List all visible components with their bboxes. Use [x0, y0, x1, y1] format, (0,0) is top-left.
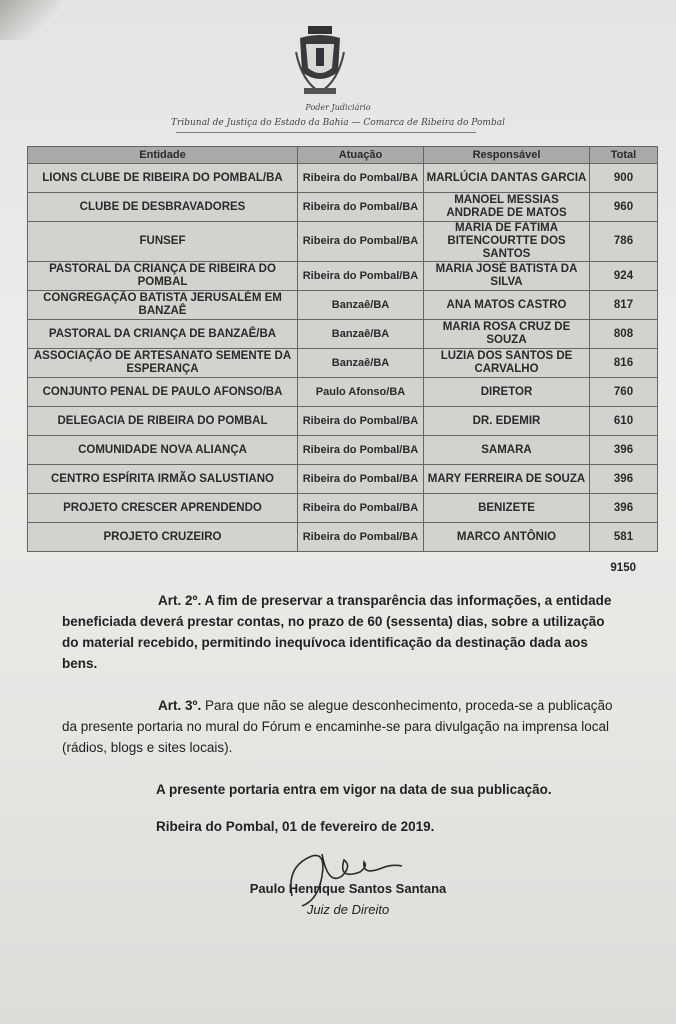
column-header-entidade: Entidade — [28, 147, 298, 164]
table-row — [28, 436, 658, 465]
cell-entidade: COMUNIDADE NOVA ALIANÇA — [28, 436, 298, 465]
cell-total: 396 — [590, 436, 658, 465]
column-header-atuacao: Atuação — [298, 147, 424, 164]
cell-atuacao: Ribeira do Pombal/BA — [298, 193, 424, 222]
page-corner-shadow — [0, 0, 60, 40]
table-row — [28, 164, 658, 193]
cell-responsavel: MANOEL MESSIAS ANDRADE DE MATOS — [424, 193, 590, 222]
cell-entidade: FUNSEF — [28, 222, 298, 262]
cell-responsavel: MARIA DE FÁTIMA BITENCOURTTE DOS SANTOS — [424, 222, 590, 262]
table-row — [28, 349, 658, 378]
table-row — [28, 320, 658, 349]
cell-entidade: CENTRO ESPÍRITA IRMÃO SALUSTIANO — [28, 465, 298, 494]
entities-table — [27, 146, 658, 552]
table-header-row — [28, 147, 658, 164]
cell-atuacao: Ribeira do Pombal/BA — [298, 436, 424, 465]
cell-atuacao: Ribeira do Pombal/BA — [298, 523, 424, 552]
cell-responsavel: MARIA ROSA CRUZ DE SOUZA — [424, 320, 590, 349]
table-row — [28, 262, 658, 291]
cell-total: 760 — [590, 378, 658, 407]
table-row — [28, 378, 658, 407]
cell-atuacao: Ribeira do Pombal/BA — [298, 164, 424, 193]
cell-entidade: CONJUNTO PENAL DE PAULO AFONSO/BA — [28, 378, 298, 407]
cell-total: 816 — [590, 349, 658, 378]
column-header-responsavel: Responsável — [424, 147, 590, 164]
cell-total: 960 — [590, 193, 658, 222]
cell-responsavel: DR. EDEMIR — [424, 407, 590, 436]
cell-atuacao: Banzaê/BA — [298, 320, 424, 349]
signatory-role: Juiz de Direito — [306, 902, 390, 917]
court-line: Tribunal de Justiça do Estado da Bahia — Comarca de Ribeira do Pombal — [171, 118, 505, 128]
article-3-text: Para que não se alegue desconhecimento, proceda-se a publicação da presente portaria no mural do Fórum e encaminhe-se para divulgação na imprensa local (rádios, blogs e sites locais). — [62, 698, 613, 755]
cell-responsavel: MARLÚCIA DANTAS GARCIA — [424, 164, 590, 193]
cell-total: 808 — [590, 320, 658, 349]
table-row — [28, 465, 658, 494]
cell-atuacao: Banzaê/BA — [298, 349, 424, 378]
cell-entidade: CLUBE DE DESBRAVADORES — [28, 193, 298, 222]
cell-entidade: PASTORAL DA CRIANÇA DE BANZAÊ/BA — [28, 320, 298, 349]
cell-responsavel: SAMARA — [424, 436, 590, 465]
cell-entidade: PASTORAL DA CRIANÇA DE RIBEIRA DO POMBAL — [28, 262, 298, 291]
cell-total: 396 — [590, 494, 658, 523]
cell-total: 817 — [590, 291, 658, 320]
cell-total: 924 — [590, 262, 658, 291]
cell-atuacao: Ribeira do Pombal/BA — [298, 494, 424, 523]
article-3-paragraph — [62, 695, 622, 758]
cell-entidade: PROJETO CRUZEIRO — [28, 523, 298, 552]
place-date-line: Ribeira do Pombal, 01 de fevereiro de 2019. — [156, 819, 435, 834]
cell-total: 581 — [590, 523, 658, 552]
article-2-text: Art. 2º. A fim de preservar a transparência das informações, a entidade beneficiada deverá prestar contas, no prazo de 60 (sessenta) dias, sobre a utilização do material recebido, permitindo inequívoca identificação da destinação dada aos bens. — [62, 593, 612, 671]
seal-caption: Poder Judiciário — [305, 103, 371, 112]
cell-atuacao: Ribeira do Pombal/BA — [298, 222, 424, 262]
cell-atuacao: Ribeira do Pombal/BA — [298, 465, 424, 494]
table-row — [28, 407, 658, 436]
cell-atuacao: Ribeira do Pombal/BA — [298, 407, 424, 436]
cell-entidade: ASSOCIAÇÃO DE ARTESANATO SEMENTE DA ESPERANÇA — [28, 349, 298, 378]
table-row — [28, 494, 658, 523]
court-divider — [176, 132, 476, 133]
article-3-label: Art. 3º. — [158, 698, 202, 713]
cell-atuacao: Banzaê/BA — [298, 291, 424, 320]
grand-total: 9150 — [610, 562, 636, 574]
effective-date-statement: A presente portaria entra em vigor na data de sua publicação. — [156, 782, 552, 797]
table-row — [28, 523, 658, 552]
cell-total: 900 — [590, 164, 658, 193]
cell-total: 396 — [590, 465, 658, 494]
cell-responsavel: MARY FERREIRA DE SOUZA — [424, 465, 590, 494]
cell-responsavel: MARCO ANTÔNIO — [424, 523, 590, 552]
cell-responsavel: DIRETOR — [424, 378, 590, 407]
cell-atuacao: Paulo Afonso/BA — [298, 378, 424, 407]
cell-entidade: DELEGACIA DE RIBEIRA DO POMBAL — [28, 407, 298, 436]
article-2-paragraph — [62, 590, 622, 674]
column-header-total: Total — [590, 147, 658, 164]
cell-responsavel: BENIZETE — [424, 494, 590, 523]
table-row — [28, 193, 658, 222]
table-row — [28, 291, 658, 320]
table-row — [28, 222, 658, 262]
coat-of-arms-icon — [294, 22, 346, 100]
cell-entidade: LIONS CLUBE DE RIBEIRA DO POMBAL/BA — [28, 164, 298, 193]
cell-total: 786 — [590, 222, 658, 262]
cell-entidade: PROJETO CRESCER APRENDENDO — [28, 494, 298, 523]
cell-total: 610 — [590, 407, 658, 436]
signatory-name: Paulo Henrique Santos Santana — [249, 881, 447, 896]
cell-entidade: CONGREGAÇÃO BATISTA JERUSALÉM EM BANZAÊ — [28, 291, 298, 320]
cell-responsavel: LUZIA DOS SANTOS DE CARVALHO — [424, 349, 590, 378]
cell-atuacao: Ribeira do Pombal/BA — [298, 262, 424, 291]
cell-responsavel: ANA MATOS CASTRO — [424, 291, 590, 320]
cell-responsavel: MARIA JOSÉ BATISTA DA SILVA — [424, 262, 590, 291]
